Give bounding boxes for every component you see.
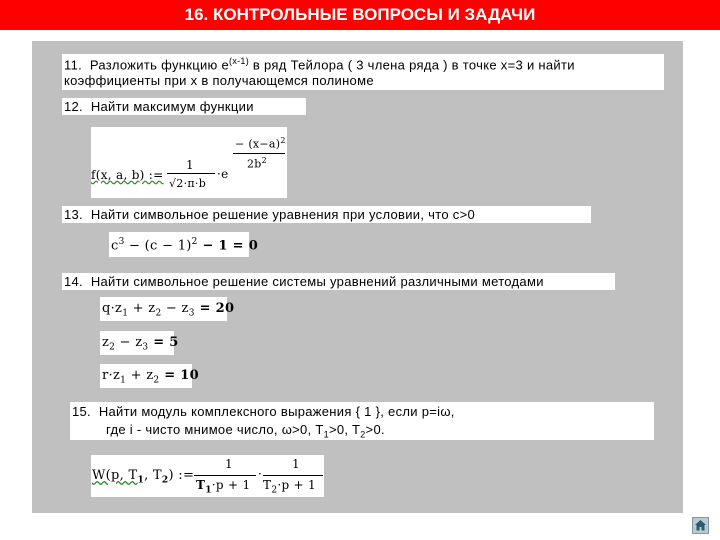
fraction-bar	[263, 475, 323, 476]
formula-15-box	[91, 455, 324, 497]
formula-13-box	[109, 232, 259, 257]
task-number: 15.	[72, 404, 91, 419]
task-number: 14.	[64, 274, 83, 289]
task-15-box	[70, 402, 654, 440]
slide-title: 16. КОНТРОЛЬНЫЕ ВОПРОСЫ И ЗАДАЧИ	[0, 0, 720, 30]
task-11-text-a: Разложить функцию e	[89, 57, 230, 73]
task-13-text: Найти символьное решение уравнения при условии, что c>0	[90, 207, 476, 222]
task-14-box	[62, 273, 615, 290]
fraction-bar	[167, 173, 215, 174]
task-11-box	[62, 54, 664, 90]
equation-1-box	[100, 297, 235, 321]
task-13-line	[64, 207, 475, 222]
formula-12-lhs: f(x, a, b) :=	[91, 168, 164, 182]
task-15-text-1: Найти модуль комплексного выражения { 1 }, если p=iω,	[98, 404, 455, 419]
exp-fraction-bar	[233, 153, 285, 154]
content-panel	[32, 41, 683, 513]
task-number: 13.	[64, 207, 83, 222]
formula-12-num: 1	[186, 158, 194, 172]
task-number: 12.	[64, 99, 83, 114]
formula-12-e: ·e	[217, 167, 229, 181]
formula-13: $c^3 - (c - 1)^2 - 1 = 0$	[111, 237, 259, 254]
task-11-exponent: (x-1)	[229, 56, 250, 66]
task-14-text: Найти символьное решение системы уравнений различными методами	[90, 274, 544, 289]
task-11-line-2: коэффициенты при x в получающемся полиноме	[64, 73, 374, 88]
home-icon	[693, 518, 708, 533]
task-12-text: Найти максимум функции	[90, 99, 254, 114]
task-15-line-1	[72, 404, 455, 419]
exp-numerator: − $(x-a)^2$	[235, 136, 286, 151]
task-12-line	[64, 99, 254, 114]
task-12-box	[62, 98, 306, 115]
home-button[interactable]	[692, 517, 709, 534]
fraction-2-num: 1	[292, 457, 300, 471]
equation-2: $z_2 - z_3 = 5$	[102, 335, 179, 353]
equation-2-box	[100, 331, 179, 355]
formula-12-box	[91, 127, 287, 198]
exp-denominator: $2b^2$	[247, 156, 268, 171]
formula-12-den: √2·π·b	[169, 177, 207, 190]
equation-1: $q\cdot z_1 + z_2 - z_3 = 20$	[102, 301, 235, 319]
formula-15-dot: ·	[258, 467, 263, 481]
task-11-text-b: в ряд Тейлора ( 3 члена ряда ) в точке x=3 и найти	[249, 57, 575, 73]
fraction-2-den: $T_2\cdot p + 1$	[263, 478, 316, 496]
equation-3: $r\cdot z_1 + z_2 = 10$	[102, 368, 199, 386]
task-13-box	[62, 206, 591, 223]
task-15-line-2: где i - чисто мнимое число, ω>0, $T_1>0$, $T_2>0$.	[106, 422, 385, 440]
equation-3-box	[100, 364, 199, 388]
fraction-1-num: 1	[225, 457, 233, 471]
task-14-line	[64, 274, 544, 289]
formula-15-lhs: W(p, $T_1$, $T_2$) :=	[92, 468, 195, 486]
fraction-bar	[194, 475, 256, 476]
task-number: 11.	[64, 57, 83, 73]
task-11-line-1	[64, 56, 575, 72]
fraction-1-den: $T_1\cdot p + 1$	[196, 478, 251, 496]
